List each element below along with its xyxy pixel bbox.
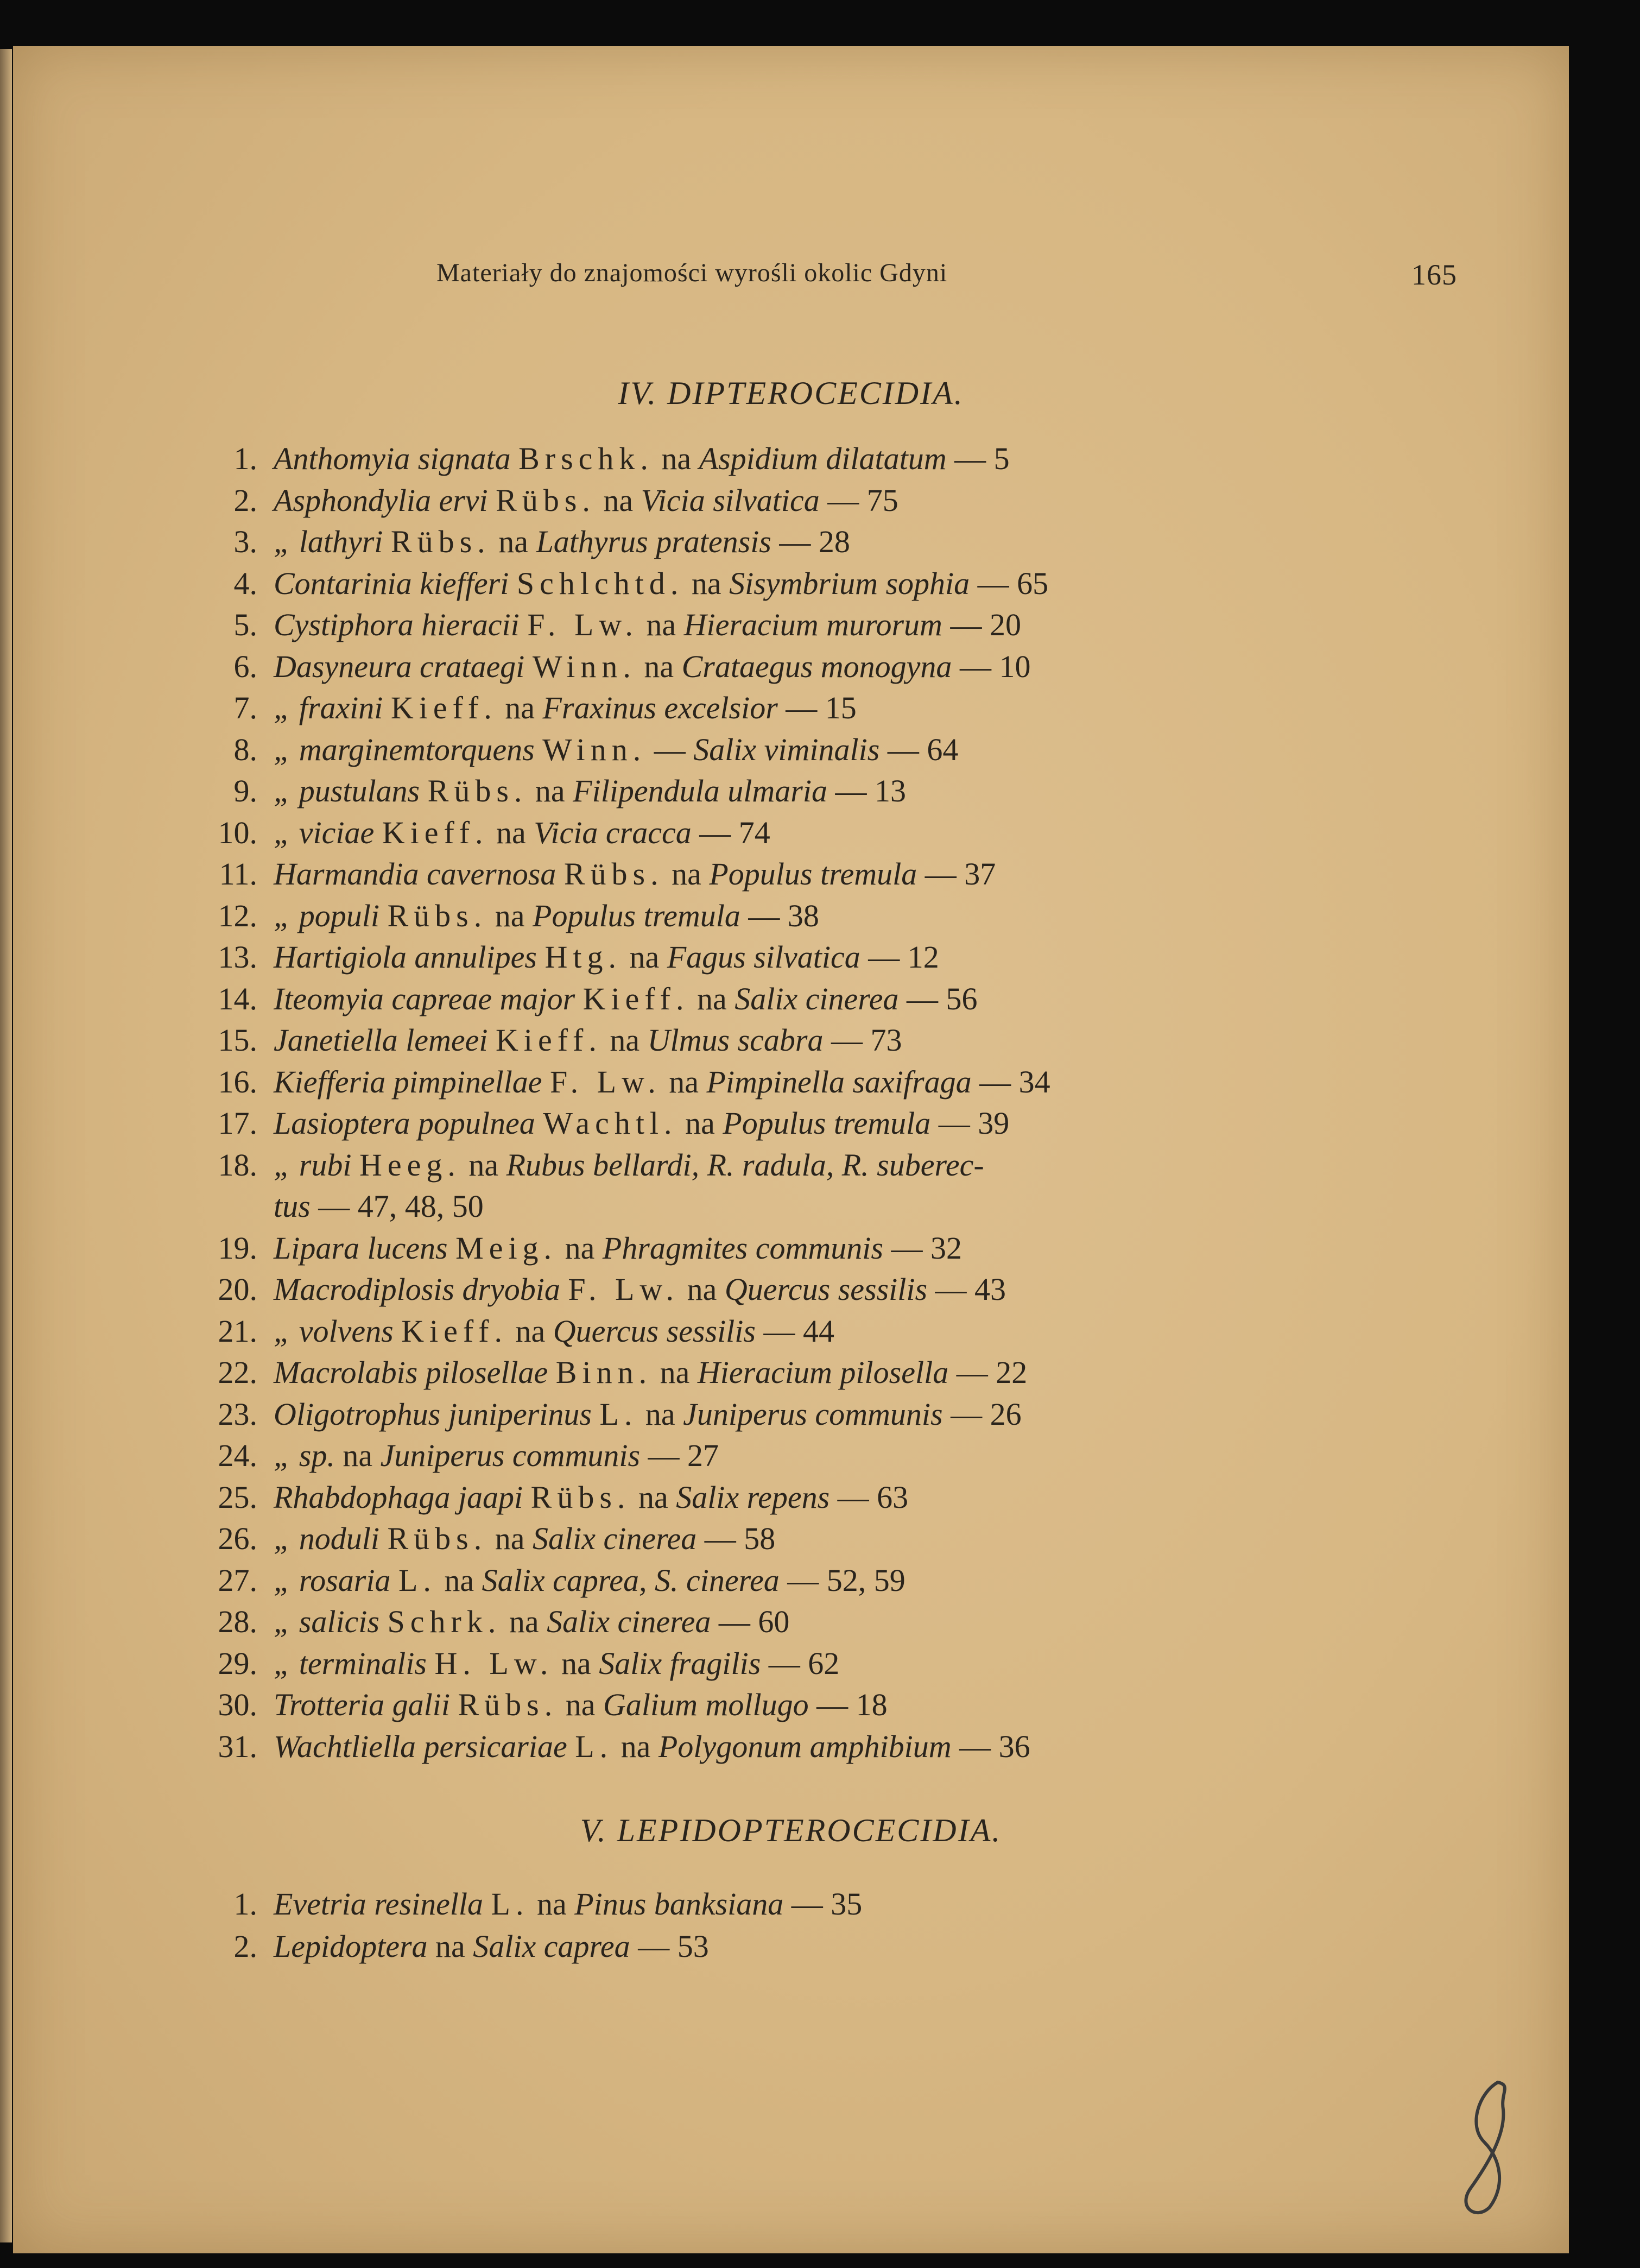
entry-author: L.: [575, 1728, 613, 1764]
entry-taxon: Lepidoptera: [274, 1929, 428, 1964]
entry-text: [274, 1021, 902, 1059]
entry-text: [274, 897, 819, 935]
entry-ref: — 15: [786, 690, 857, 725]
entry-number: 6.: [233, 648, 257, 684]
entry-taxon: „ pustulans: [274, 773, 420, 808]
entry-number: 10.: [218, 814, 257, 850]
entry-host: na: [498, 524, 528, 559]
entry-author: F. Lw.: [550, 1064, 661, 1100]
entry-taxon: Macrolabis pilosellae: [274, 1355, 548, 1390]
entry-taxon: Macrodiplosis dryobia: [274, 1272, 560, 1307]
entry-taxon: „ marginemtorquens: [274, 731, 535, 767]
entry-number: 13.: [218, 939, 257, 975]
entry-author: Wachtl.: [543, 1105, 677, 1141]
entry-taxon: Evetria resinella: [274, 1886, 484, 1922]
entry-number: 2.: [233, 482, 257, 518]
entry-taxon: Rhabdophaga jaapi: [274, 1479, 523, 1515]
entry-number: 8.: [233, 731, 257, 767]
entry-number: 29.: [218, 1645, 257, 1681]
entry-ref: — 38: [748, 898, 819, 933]
entry-host: na: [645, 1396, 675, 1432]
entry-plant: Filipendula ulmaria: [573, 773, 827, 808]
entry-text: [274, 1271, 1006, 1309]
entry-plant: Juniperus communis: [380, 1438, 641, 1473]
entry-ref: — 62: [768, 1645, 840, 1681]
entry-host: na: [620, 1728, 651, 1764]
entry-plant: Ulmus scabra: [647, 1022, 824, 1058]
entry-taxon: Anthomyia signata: [274, 441, 511, 476]
entry-author: F. Lw.: [568, 1272, 680, 1307]
entry-host: na: [495, 1521, 525, 1556]
entry-plant: Pimpinella saxifraga: [706, 1064, 972, 1100]
entry-taxon: Dasyneura crataegi: [274, 648, 525, 684]
entry-text: [274, 772, 906, 810]
entry-author: H. Lw.: [434, 1645, 554, 1681]
entry-host: na: [444, 1562, 474, 1598]
entry-host: na: [515, 1313, 546, 1349]
entry-plant: Salix viminalis: [693, 731, 880, 767]
entry-ref: — 32: [891, 1230, 962, 1266]
entry-host: na: [672, 856, 701, 892]
entry-number: 23.: [218, 1396, 257, 1432]
entry-ref: — 35: [791, 1886, 863, 1922]
section-heading-lepidopterocecidia: V. LEPIDOPTEROCECIDIA.: [580, 1812, 1002, 1848]
entry-author: Kieff.: [401, 1313, 508, 1349]
entry-number: 12.: [218, 898, 257, 933]
entry-number: 17.: [218, 1105, 257, 1141]
entry-host: na: [495, 898, 525, 933]
entry-author: Binn.: [555, 1355, 653, 1390]
entry-ref: — 26: [951, 1396, 1022, 1432]
entry-host: na: [685, 1105, 715, 1141]
entry-taxon: Trotteria galii: [274, 1687, 450, 1722]
entry-ref: — 58: [704, 1521, 776, 1556]
entry-number: 1.: [233, 1886, 257, 1922]
entry-number: 20.: [218, 1272, 257, 1307]
book-page: [13, 46, 1569, 2253]
entry-plant: Galium mollugo: [603, 1687, 809, 1722]
entry-taxon: Wachtliella persicariae: [274, 1728, 567, 1764]
entry-number: 25.: [218, 1479, 257, 1515]
entry-taxon: „ viciae: [274, 814, 375, 850]
page-header: [436, 258, 1457, 301]
entry-host: na: [610, 1022, 640, 1058]
entry-number: 26.: [218, 1521, 257, 1556]
entry-ref: — 22: [956, 1355, 1028, 1390]
entry-host: na: [561, 1645, 591, 1681]
entry-number: 28.: [218, 1604, 257, 1639]
running-title: Materiały do znajomości wyrośli okolic Gdyni: [436, 258, 948, 287]
entry-author: F. Lw.: [527, 607, 638, 642]
entry-host: na: [687, 1272, 717, 1307]
entry-text: [274, 938, 939, 976]
entry-text: [274, 1104, 1009, 1142]
entry-host: na: [565, 1687, 596, 1722]
entry-plant: Salix cinerea: [734, 981, 899, 1016]
entry-text: [274, 440, 1010, 478]
entry-author: Meig.: [455, 1230, 558, 1266]
entry-taxon: Iteomyia capreae major: [274, 981, 575, 1016]
entry-taxon: Harmandia cavernosa: [274, 856, 556, 892]
entry-plant: Juniperus communis: [683, 1396, 943, 1432]
entry-author: Rübs.: [390, 524, 491, 559]
entry-author: Rübs.: [387, 1521, 487, 1556]
entry-text: [274, 565, 1048, 603]
entry-author: Winn.: [532, 648, 636, 684]
entry-ref: — 18: [816, 1687, 888, 1722]
entry-author: Kieff.: [496, 1022, 602, 1058]
entry-ref: — 27: [648, 1438, 719, 1473]
entry-author: Winn.: [542, 731, 647, 767]
entry-text: [274, 855, 996, 893]
entry-host: na: [661, 441, 692, 476]
entry-ref: — 36: [959, 1728, 1030, 1764]
entry-plant: Populus tremula: [723, 1105, 931, 1141]
entry-number: 27.: [218, 1562, 257, 1598]
entry-taxon: „ volvens: [274, 1313, 394, 1349]
entry-author: Kieff.: [382, 814, 489, 850]
entry-number: 11.: [219, 856, 257, 892]
entry-plant: Hieracium pilosella: [697, 1355, 949, 1390]
entry-ref: — 34: [979, 1064, 1050, 1100]
entry-taxon: „ noduli: [274, 1521, 379, 1556]
entry-taxon: Contarinia kiefferi: [274, 565, 509, 601]
entry-text: [274, 1395, 1022, 1433]
entry-ref: — 12: [868, 939, 939, 975]
entry-ref: — 63: [837, 1479, 909, 1515]
entry-taxon: „ lathyri: [274, 524, 383, 559]
entry-text: [274, 1562, 906, 1600]
entry-text: [274, 814, 770, 852]
entry-author: Kieff.: [582, 981, 689, 1016]
entry-ref: — 44: [763, 1313, 834, 1349]
entry-taxon: Oligotrophus juniperinus: [274, 1396, 592, 1432]
entry-author: Heeg.: [359, 1147, 461, 1183]
entry-host: na: [646, 607, 676, 642]
handwritten-mark-icon: [1446, 2071, 1528, 2223]
entry-number: 4.: [233, 565, 257, 601]
entry-host: —: [654, 731, 686, 767]
entry-ref: — 74: [699, 814, 770, 850]
entry-plant: Salix fragilis: [599, 1645, 761, 1681]
entry-author: Schrk.: [387, 1604, 502, 1639]
entry-number: 19.: [218, 1230, 257, 1266]
entry-host: na: [343, 1438, 373, 1473]
entry-ref: — 13: [835, 773, 906, 808]
entry-plant: Vicia cracca: [534, 814, 692, 850]
entry-taxon: „ rubi: [274, 1147, 352, 1183]
entry-18-continuation: [274, 1187, 484, 1225]
entry-host: na: [536, 1886, 567, 1922]
entry-text: [274, 1686, 888, 1724]
entry-text: [274, 1146, 984, 1184]
entry-host: na: [468, 1147, 499, 1183]
entry-host: na: [669, 1064, 699, 1100]
entry-host: na: [696, 981, 727, 1016]
entry-host: na: [629, 939, 660, 975]
entry-plant: Salix cinerea: [547, 1604, 711, 1639]
entry-ref: — 65: [977, 565, 1049, 601]
entry-number: 14.: [218, 981, 257, 1016]
entry-ref: — 47, 48, 50: [318, 1189, 484, 1224]
entry-text: [274, 1437, 719, 1475]
entry-host: na: [509, 1604, 539, 1639]
entry-text: [274, 1229, 962, 1267]
entry-number: 5.: [233, 607, 257, 642]
entry-plant: Populus tremula: [533, 898, 740, 933]
entry-plant: Crataegus monogyna: [681, 648, 952, 684]
entry-number: 22.: [218, 1355, 257, 1390]
entry-host: na: [638, 1479, 668, 1515]
entry-text: [274, 482, 898, 520]
entry-text: [274, 1603, 789, 1641]
entry-plant: Quercus sessilis: [724, 1272, 928, 1307]
entry-plant: Fraxinus excelsior: [542, 690, 778, 725]
entry-ref: — 75: [827, 482, 898, 518]
entry-taxon: Kiefferia pimpinellae: [274, 1064, 542, 1100]
entry-taxon: Janetiella lemeei: [274, 1022, 488, 1058]
entry-host: na: [496, 814, 526, 850]
entry-host: na: [660, 1355, 690, 1390]
entry-taxon: „ sp.: [274, 1438, 335, 1473]
entry-author: Rübs.: [458, 1687, 558, 1722]
entry-author: Rübs.: [530, 1479, 631, 1515]
entry-plant: Hieracium murorum: [683, 607, 942, 642]
entry-text: [274, 1885, 862, 1923]
entry-taxon: „ fraxini: [274, 690, 383, 725]
entry-plant: Quercus sessilis: [553, 1313, 756, 1349]
entry-author: L.: [599, 1396, 638, 1432]
entry-host: na: [505, 690, 535, 725]
entry-plant: Fagus silvatica: [667, 939, 860, 975]
entry-number: 24.: [218, 1438, 257, 1473]
entry-number: 30.: [218, 1687, 257, 1722]
entry-text: [274, 1063, 1050, 1101]
entry-ref: — 10: [959, 648, 1031, 684]
entry-author: Kieff.: [390, 690, 497, 725]
entry-number: 9.: [233, 773, 257, 808]
entry-text: [274, 980, 977, 1018]
entry-host: na: [535, 773, 565, 808]
entry-plant: Polygonum amphibium: [658, 1728, 952, 1764]
entry-plant: Aspidium dilatatum: [699, 441, 947, 476]
entry-plant: Salix caprea: [473, 1929, 630, 1964]
entry-plant: Salix cinerea: [533, 1521, 697, 1556]
entry-plant: Salix caprea, S. cinerea: [482, 1562, 780, 1598]
entry-text: [274, 1645, 839, 1683]
entry-ref: — 28: [779, 524, 850, 559]
entry-author: Rübs.: [563, 856, 664, 892]
entry-ref: — 39: [938, 1105, 1010, 1141]
entry-author: Rübs.: [427, 773, 528, 808]
entry-author: Htg.: [544, 939, 622, 975]
entry-number: 15.: [218, 1022, 257, 1058]
entry-ref: — 60: [718, 1604, 790, 1639]
entry-text: [274, 648, 1030, 686]
entry-number: 7.: [233, 690, 257, 725]
entry-taxon: Hartigiola annulipes: [274, 939, 537, 975]
entry-text: [274, 1520, 775, 1558]
entry-ref: — 52, 59: [787, 1562, 906, 1598]
entry-ref: — 5: [954, 441, 1010, 476]
entry-host: na: [644, 648, 674, 684]
entry-plant: Populus tremula: [709, 856, 917, 892]
entry-text: [274, 731, 958, 769]
entry-taxon: „ salicis: [274, 1604, 379, 1639]
entry-text: [274, 1728, 1030, 1766]
entry-taxon: Asphondylia ervi: [274, 482, 488, 518]
entry-taxon: „ rosaria: [274, 1562, 391, 1598]
entry-ref: — 20: [950, 607, 1021, 642]
entry-text: [274, 606, 1021, 644]
entry-ref: — 73: [831, 1022, 902, 1058]
page-number: 165: [1411, 258, 1457, 291]
entry-taxon: Lipara lucens: [274, 1230, 448, 1266]
entry-ref: — 64: [887, 731, 959, 767]
entry-plant: Phragmites communis: [602, 1230, 883, 1266]
entry-number: 31.: [218, 1728, 257, 1764]
entry-author: Rübs.: [387, 898, 487, 933]
entry-taxon: „ populi: [274, 898, 379, 933]
entry-taxon: „ terminalis: [274, 1645, 427, 1681]
entry-plant: Lathyrus pratensis: [536, 524, 771, 559]
entry-ref: — 37: [925, 856, 996, 892]
entry-host: na: [565, 1230, 595, 1266]
entry-plant: Vicia silvatica: [641, 482, 820, 518]
entry-number: 16.: [218, 1064, 257, 1100]
entry-plant: Pinus banksiana: [574, 1886, 784, 1922]
entry-author: Brschk.: [518, 441, 654, 476]
section-heading-dipterocecidia: IV. DIPTEROCECIDIA.: [618, 375, 964, 411]
entry-taxon: Lasioptera populnea: [274, 1105, 535, 1141]
entry-author: Rübs.: [496, 482, 596, 518]
entry-text: [274, 1312, 834, 1350]
entry-plant: Rubus bellardi, R. radula, R. suberec-: [506, 1147, 984, 1183]
entry-text: [274, 1354, 1027, 1392]
entry-number: 21.: [218, 1313, 257, 1349]
adjacent-page-edge: [0, 49, 12, 2242]
entry-host: na: [435, 1929, 465, 1964]
entry-number: 1.: [233, 441, 257, 476]
entry-ref: — 56: [906, 981, 978, 1016]
entry-host: na: [603, 482, 634, 518]
entry-ref: — 53: [638, 1929, 709, 1964]
entry-host: na: [691, 565, 721, 601]
entry-number: 3.: [233, 524, 257, 559]
entry-author: Schlchtd.: [516, 565, 684, 601]
entry-text: [274, 523, 850, 561]
entry-plant: tus: [274, 1189, 311, 1224]
entry-taxon: Cystiphora hieracii: [274, 607, 520, 642]
entry-number: 18.: [218, 1147, 257, 1183]
entry-text: [274, 1928, 709, 1966]
entry-author: L.: [398, 1562, 436, 1598]
entry-text: [274, 689, 857, 727]
entry-plant: Sisymbrium sophia: [729, 565, 970, 601]
entry-ref: — 43: [935, 1272, 1006, 1307]
entry-text: [274, 1479, 908, 1517]
entry-plant: Salix repens: [676, 1479, 830, 1515]
entry-author: L.: [491, 1886, 529, 1922]
entry-number: 2.: [233, 1929, 257, 1964]
